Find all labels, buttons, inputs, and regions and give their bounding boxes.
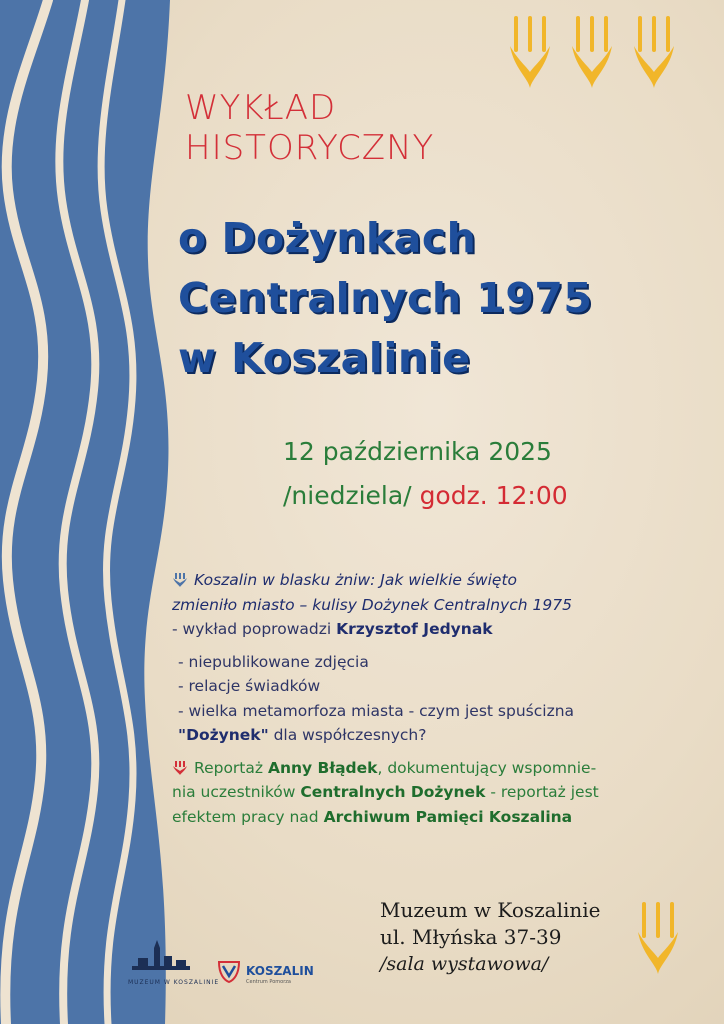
speaker-prefix: - wykład poprowadzi (172, 620, 337, 638)
museum-logo (128, 940, 194, 980)
city-logo-icon (216, 958, 242, 984)
title-line-3: w Koszalinie (178, 334, 471, 382)
report-line-2 (172, 780, 692, 805)
eyebrow-line-1: WYKŁAD (185, 88, 337, 128)
event-date-block (283, 430, 568, 518)
lecture-title-text-1: Koszalin w blasku żniw: Jak wielkie święto (194, 571, 518, 589)
title-line-2: Centralnych 1975 (178, 274, 593, 322)
report-archive: Archiwum Pamięci Koszalina (323, 807, 573, 826)
report-l1-c: , dokumentujący wspomnie- (377, 758, 597, 777)
eyebrow-heading (185, 88, 434, 168)
report-l3-a: efektem pracy nad (172, 807, 324, 826)
venue-block (380, 897, 601, 978)
point-rest: dla współczesnych? (268, 726, 427, 744)
wheat-icon (508, 16, 694, 90)
title-line-1: o Dożynkach (178, 214, 477, 262)
event-time: godz. 12:00 (419, 481, 568, 510)
main-title (178, 208, 592, 388)
lecture-speaker (172, 617, 692, 642)
museum-logo-text: MUZEUM W KOSZALINIE (128, 979, 220, 986)
bullet-wheat-icon (172, 573, 188, 587)
eyebrow-line-2: HISTORYCZNY (185, 128, 435, 168)
lecture-point-2: - relacje świadków (178, 677, 321, 695)
report-l2-c: - reportaż jest (485, 783, 599, 801)
left-stripe-decoration (0, 0, 200, 1024)
venue-name: Muzeum w Koszalinie (380, 898, 601, 922)
report-line-3 (172, 805, 692, 830)
program-details (172, 568, 692, 829)
bullet-wheat-icon (172, 761, 188, 775)
event-day-time (283, 474, 568, 518)
lecture-point-3: - wielka metamorfoza miasta - czym jest spuścizna (178, 701, 575, 720)
city-logo-subtitle: Centrum Pomorza (246, 979, 291, 985)
lecture-point-1: - niepublikowane zdjęcia (178, 652, 369, 671)
report-l2-b: Centralnych Dożynek (300, 783, 486, 801)
wheat-icon (632, 902, 684, 976)
event-day: /niedziela/ (283, 481, 412, 510)
lecture-point-3-cont (172, 723, 692, 748)
report-l2-a: nia uczestników (172, 783, 301, 801)
report-line-1 (172, 756, 692, 781)
lecture-title-line-1 (172, 568, 692, 593)
report-l1-a: Reportaż (194, 758, 268, 777)
report-author: Anny Błądek (267, 758, 378, 777)
speaker-name: Krzysztof Jedynak (336, 620, 493, 638)
venue-room: /sala wystawowa/ (380, 953, 549, 975)
venue-address: ul. Młyńska 37-39 (380, 925, 562, 949)
lecture-title-line-2: zmieniło miasto – kulisy Dożynek Centralnych 1975 (172, 595, 572, 614)
dozynek-bold: "Dożynek" (178, 726, 269, 744)
event-date: 12 października 2025 (283, 437, 552, 466)
city-logo-text: KOSZALIN (246, 964, 314, 978)
